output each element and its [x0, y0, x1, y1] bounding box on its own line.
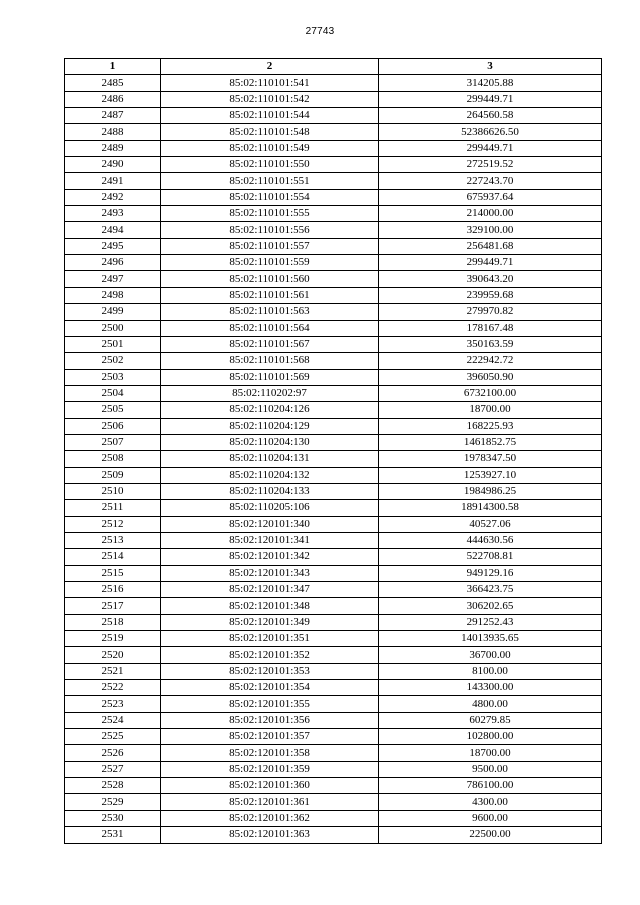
- table-row: [65, 696, 602, 712]
- cadastral-number-cell: 85:02:110204:130: [161, 434, 379, 450]
- value-cell: 264560.58: [379, 108, 602, 124]
- row-number-cell: 2531: [65, 827, 161, 843]
- cadastral-number-cell: 85:02:110101:551: [161, 173, 379, 189]
- cadastral-number-cell: 85:02:110204:133: [161, 483, 379, 499]
- value-cell: 396050.90: [379, 369, 602, 385]
- table-row: [65, 631, 602, 647]
- value-cell: 4300.00: [379, 794, 602, 810]
- table-row: [65, 238, 602, 254]
- page-number: 27743: [305, 26, 335, 37]
- header-row: [65, 59, 602, 75]
- value-cell: 314205.88: [379, 75, 602, 91]
- value-cell: 786100.00: [379, 778, 602, 794]
- cadastral-number-cell: 85:02:120101:359: [161, 761, 379, 777]
- row-number-cell: 2501: [65, 336, 161, 352]
- row-number-cell: 2488: [65, 124, 161, 140]
- row-number-cell: 2513: [65, 532, 161, 548]
- row-number-cell: 2500: [65, 320, 161, 336]
- table-row: [65, 418, 602, 434]
- table-row: [65, 402, 602, 418]
- cadastral-number-cell: 85:02:110204:132: [161, 467, 379, 483]
- value-cell: 522708.81: [379, 549, 602, 565]
- cadastral-number-cell: 85:02:120101:353: [161, 663, 379, 679]
- cadastral-number-cell: 85:02:110101:541: [161, 75, 379, 91]
- table-row: [65, 157, 602, 173]
- value-cell: 299449.71: [379, 255, 602, 271]
- cadastral-number-cell: 85:02:120101:357: [161, 729, 379, 745]
- table-row: [65, 467, 602, 483]
- value-cell: 214000.00: [379, 206, 602, 222]
- cadastral-number-cell: 85:02:120101:354: [161, 680, 379, 696]
- table-row: [65, 582, 602, 598]
- cadastral-number-cell: 85:02:110101:554: [161, 189, 379, 205]
- value-cell: 36700.00: [379, 647, 602, 663]
- row-number-cell: 2491: [65, 173, 161, 189]
- row-number-cell: 2495: [65, 238, 161, 254]
- cadastral-number-cell: 85:02:110101:557: [161, 238, 379, 254]
- cadastral-number-cell: 85:02:110101:561: [161, 287, 379, 303]
- cadastral-number-cell: 85:02:110101:549: [161, 140, 379, 156]
- row-number-cell: 2517: [65, 598, 161, 614]
- value-cell: 291252.43: [379, 614, 602, 630]
- row-number-cell: 2499: [65, 304, 161, 320]
- cadastral-number-cell: 85:02:110202:97: [161, 385, 379, 401]
- column-header-2: 2: [161, 59, 379, 75]
- row-number-cell: 2527: [65, 761, 161, 777]
- table-row: [65, 75, 602, 91]
- row-number-cell: 2519: [65, 631, 161, 647]
- cadastral-number-cell: 85:02:110101:544: [161, 108, 379, 124]
- value-cell: 256481.68: [379, 238, 602, 254]
- row-number-cell: 2490: [65, 157, 161, 173]
- value-cell: 9600.00: [379, 810, 602, 826]
- cadastral-number-cell: 85:02:110101:550: [161, 157, 379, 173]
- value-cell: 350163.59: [379, 336, 602, 352]
- table-row: [65, 255, 602, 271]
- value-cell: 9500.00: [379, 761, 602, 777]
- row-number-cell: 2506: [65, 418, 161, 434]
- value-cell: 949129.16: [379, 565, 602, 581]
- cadastral-number-cell: 85:02:120101:356: [161, 712, 379, 728]
- table-row: [65, 173, 602, 189]
- row-number-cell: 2524: [65, 712, 161, 728]
- cadastral-number-cell: 85:02:120101:340: [161, 516, 379, 532]
- table-row: [65, 827, 602, 843]
- table-row: [65, 451, 602, 467]
- value-cell: 1984986.25: [379, 483, 602, 499]
- cadastral-number-cell: 85:02:120101:352: [161, 647, 379, 663]
- value-cell: 1253927.10: [379, 467, 602, 483]
- table-row: [65, 385, 602, 401]
- value-cell: 168225.93: [379, 418, 602, 434]
- cadastral-number-cell: 85:02:110101:548: [161, 124, 379, 140]
- table-row: [65, 598, 602, 614]
- cadastral-number-cell: 85:02:120101:341: [161, 532, 379, 548]
- cadastral-number-cell: 85:02:110101:555: [161, 206, 379, 222]
- table-row: [65, 108, 602, 124]
- row-number-cell: 2502: [65, 353, 161, 369]
- value-cell: 14013935.65: [379, 631, 602, 647]
- value-cell: 1978347.50: [379, 451, 602, 467]
- table-row: [65, 647, 602, 663]
- row-number-cell: 2485: [65, 75, 161, 91]
- value-cell: 143300.00: [379, 680, 602, 696]
- row-number-cell: 2489: [65, 140, 161, 156]
- table-row: [65, 680, 602, 696]
- cadastral-number-cell: 85:02:110101:564: [161, 320, 379, 336]
- table-row: [65, 124, 602, 140]
- value-cell: 239959.68: [379, 287, 602, 303]
- table-row: [65, 336, 602, 352]
- row-number-cell: 2528: [65, 778, 161, 794]
- row-number-cell: 2529: [65, 794, 161, 810]
- value-cell: 178167.48: [379, 320, 602, 336]
- table-row: [65, 810, 602, 826]
- row-number-cell: 2526: [65, 745, 161, 761]
- cadastral-number-cell: 85:02:110101:567: [161, 336, 379, 352]
- table-row: [65, 778, 602, 794]
- cadastral-number-cell: 85:02:110101:542: [161, 91, 379, 107]
- table-row: [65, 271, 602, 287]
- row-number-cell: 2505: [65, 402, 161, 418]
- column-header-1: 1: [65, 59, 161, 75]
- row-number-cell: 2523: [65, 696, 161, 712]
- table-row: [65, 222, 602, 238]
- cadastral-number-cell: 85:02:120101:349: [161, 614, 379, 630]
- table-row: [65, 745, 602, 761]
- row-number-cell: 2494: [65, 222, 161, 238]
- value-cell: 390643.20: [379, 271, 602, 287]
- row-number-cell: 2493: [65, 206, 161, 222]
- table-row: [65, 206, 602, 222]
- row-number-cell: 2525: [65, 729, 161, 745]
- value-cell: 60279.85: [379, 712, 602, 728]
- table-row: [65, 712, 602, 728]
- table-row: [65, 500, 602, 516]
- table-row: [65, 320, 602, 336]
- table-row: [65, 549, 602, 565]
- value-cell: 222942.72: [379, 353, 602, 369]
- row-number-cell: 2496: [65, 255, 161, 271]
- cadastral-number-cell: 85:02:110204:126: [161, 402, 379, 418]
- row-number-cell: 2511: [65, 500, 161, 516]
- cadastral-number-cell: 85:02:120101:355: [161, 696, 379, 712]
- table-row: [65, 565, 602, 581]
- row-number-cell: 2530: [65, 810, 161, 826]
- table-row: [65, 761, 602, 777]
- row-number-cell: 2498: [65, 287, 161, 303]
- cadastral-number-cell: 85:02:110101:556: [161, 222, 379, 238]
- value-cell: 18914300.58: [379, 500, 602, 516]
- value-cell: 102800.00: [379, 729, 602, 745]
- cadastral-number-cell: 85:02:110101:569: [161, 369, 379, 385]
- data-table: [64, 58, 602, 844]
- cadastral-number-cell: 85:02:110205:106: [161, 500, 379, 516]
- cadastral-number-cell: 85:02:120101:351: [161, 631, 379, 647]
- value-cell: 6732100.00: [379, 385, 602, 401]
- row-number-cell: 2520: [65, 647, 161, 663]
- table-row: [65, 304, 602, 320]
- cadastral-number-cell: 85:02:110101:559: [161, 255, 379, 271]
- value-cell: 18700.00: [379, 402, 602, 418]
- table-row: [65, 140, 602, 156]
- cadastral-number-cell: 85:02:110101:563: [161, 304, 379, 320]
- cadastral-number-cell: 85:02:120101:358: [161, 745, 379, 761]
- value-cell: 272519.52: [379, 157, 602, 173]
- cadastral-number-cell: 85:02:120101:347: [161, 582, 379, 598]
- value-cell: 675937.64: [379, 189, 602, 205]
- table-row: [65, 663, 602, 679]
- value-cell: 8100.00: [379, 663, 602, 679]
- row-number-cell: 2509: [65, 467, 161, 483]
- table-row: [65, 516, 602, 532]
- value-cell: 4800.00: [379, 696, 602, 712]
- row-number-cell: 2486: [65, 91, 161, 107]
- column-header-3: 3: [379, 59, 602, 75]
- row-number-cell: 2512: [65, 516, 161, 532]
- value-cell: 299449.71: [379, 91, 602, 107]
- row-number-cell: 2521: [65, 663, 161, 679]
- value-cell: 366423.75: [379, 582, 602, 598]
- cadastral-number-cell: 85:02:110204:131: [161, 451, 379, 467]
- cadastral-number-cell: 85:02:110204:129: [161, 418, 379, 434]
- value-cell: 306202.65: [379, 598, 602, 614]
- table-row: [65, 483, 602, 499]
- table-row: [65, 794, 602, 810]
- table-row: [65, 532, 602, 548]
- cadastral-number-cell: 85:02:110101:568: [161, 353, 379, 369]
- table-row: [65, 353, 602, 369]
- value-cell: 18700.00: [379, 745, 602, 761]
- cadastral-number-cell: 85:02:120101:360: [161, 778, 379, 794]
- value-cell: 279970.82: [379, 304, 602, 320]
- table-row: [65, 287, 602, 303]
- row-number-cell: 2497: [65, 271, 161, 287]
- row-number-cell: 2516: [65, 582, 161, 598]
- value-cell: 40527.06: [379, 516, 602, 532]
- row-number-cell: 2504: [65, 385, 161, 401]
- table-header: [65, 59, 602, 75]
- row-number-cell: 2514: [65, 549, 161, 565]
- table-body: [65, 75, 602, 843]
- value-cell: 329100.00: [379, 222, 602, 238]
- cadastral-number-cell: 85:02:120101:361: [161, 794, 379, 810]
- row-number-cell: 2508: [65, 451, 161, 467]
- value-cell: 299449.71: [379, 140, 602, 156]
- row-number-cell: 2518: [65, 614, 161, 630]
- cadastral-number-cell: 85:02:120101:363: [161, 827, 379, 843]
- table-row: [65, 614, 602, 630]
- cadastral-number-cell: 85:02:120101:342: [161, 549, 379, 565]
- value-cell: 227243.70: [379, 173, 602, 189]
- table-row: [65, 434, 602, 450]
- row-number-cell: 2487: [65, 108, 161, 124]
- table-row: [65, 729, 602, 745]
- table-row: [65, 189, 602, 205]
- value-cell: 22500.00: [379, 827, 602, 843]
- row-number-cell: 2492: [65, 189, 161, 205]
- cadastral-number-cell: 85:02:110101:560: [161, 271, 379, 287]
- value-cell: 1461852.75: [379, 434, 602, 450]
- table-row: [65, 91, 602, 107]
- cadastral-number-cell: 85:02:120101:362: [161, 810, 379, 826]
- table-row: [65, 369, 602, 385]
- cadastral-number-cell: 85:02:120101:343: [161, 565, 379, 581]
- row-number-cell: 2503: [65, 369, 161, 385]
- row-number-cell: 2510: [65, 483, 161, 499]
- value-cell: 444630.56: [379, 532, 602, 548]
- cadastral-number-cell: 85:02:120101:348: [161, 598, 379, 614]
- row-number-cell: 2515: [65, 565, 161, 581]
- row-number-cell: 2507: [65, 434, 161, 450]
- row-number-cell: 2522: [65, 680, 161, 696]
- value-cell: 52386626.50: [379, 124, 602, 140]
